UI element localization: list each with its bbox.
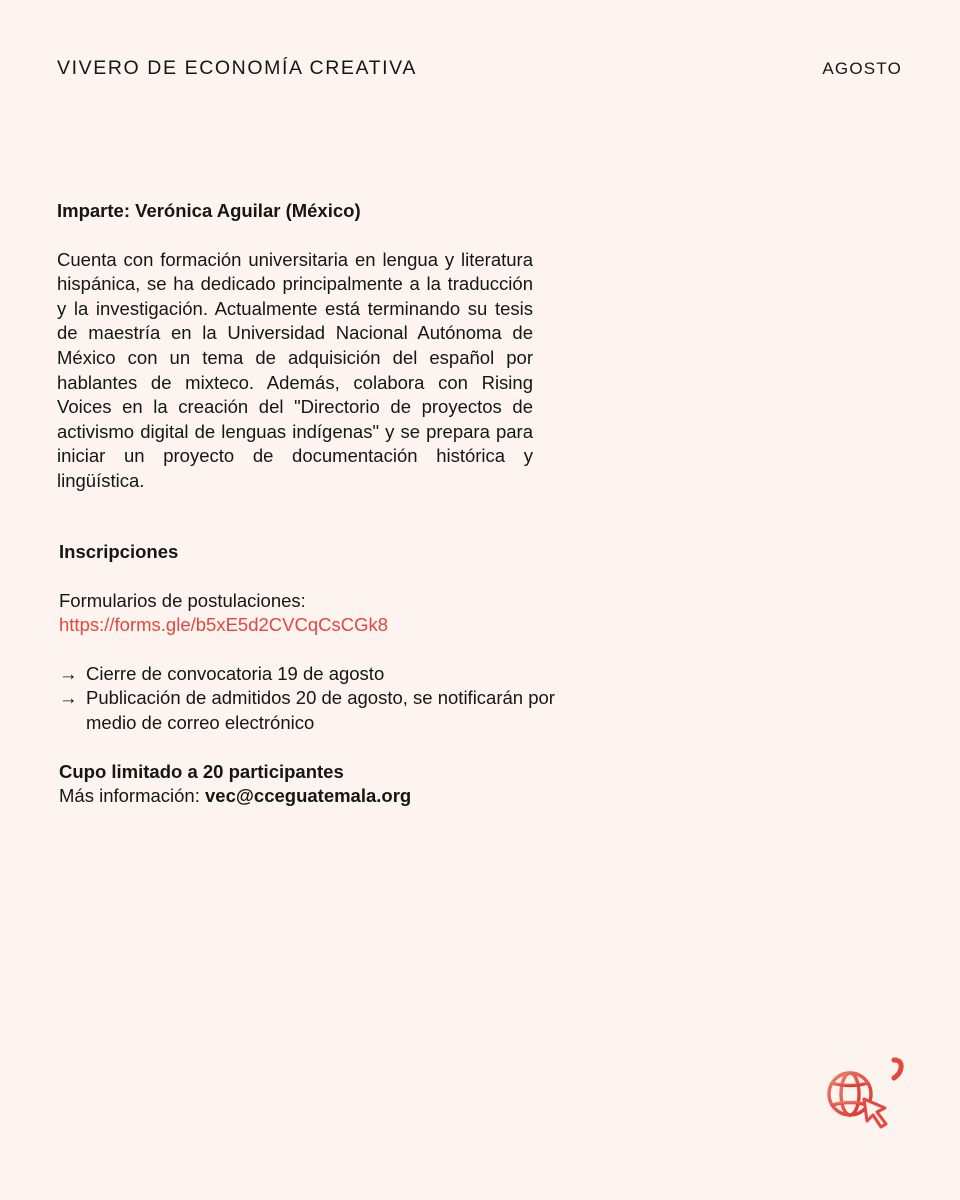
instructor-heading: Imparte: Verónica Aguilar (México) — [57, 200, 361, 221]
registration-title: Inscripciones — [59, 541, 179, 562]
form-label — [59, 589, 579, 638]
arrow-right-icon: → — [59, 687, 78, 709]
form-label-text: Formularios de postulaciones: — [59, 589, 306, 611]
more-info-label: Más información: — [59, 785, 200, 807]
list-item — [59, 662, 579, 687]
instructor-bio: Cuenta con formación universitaria en lengua y literatura hispánica, se ha dedicado principalmente a la traducción y la investigación. Actualmente está terminando su tesis de maestría en la Universidad Nacional Autónoma de México con un tema de adquisición del español por hablantes de mixteco. Además, colabora con Rising Voices en la creación del "Directorio de proyectos de activismo digital de lenguas indígenas" y se prepara para iniciar un proyecto de documentación histórica y lingüística. — [57, 248, 533, 491]
form-link[interactable]: https://forms.gle/b5xE5d2CVCqCsCGk8 — [59, 614, 389, 636]
more-info — [59, 784, 579, 809]
capacity-note: Cupo limitado a 20 participantes — [59, 760, 344, 782]
month-label: AGOSTO — [822, 59, 902, 78]
contact-email[interactable]: vec@cceguatemala.org — [205, 785, 412, 807]
registration-section — [59, 540, 579, 809]
globe-cursor-logo-icon — [822, 1054, 908, 1132]
date-text: Publicación de admitidos 20 de agosto, se notificarán por medio de correo electrónico — [86, 687, 555, 733]
instructor-section — [57, 199, 533, 494]
list-item — [59, 686, 579, 735]
arrow-right-icon: → — [59, 662, 78, 684]
dates-list — [59, 662, 579, 736]
page-title: VIVERO DE ECONOMÍA CREATIVA — [57, 57, 417, 79]
date-text: Cierre de convocatoria 19 de agosto — [86, 662, 385, 684]
